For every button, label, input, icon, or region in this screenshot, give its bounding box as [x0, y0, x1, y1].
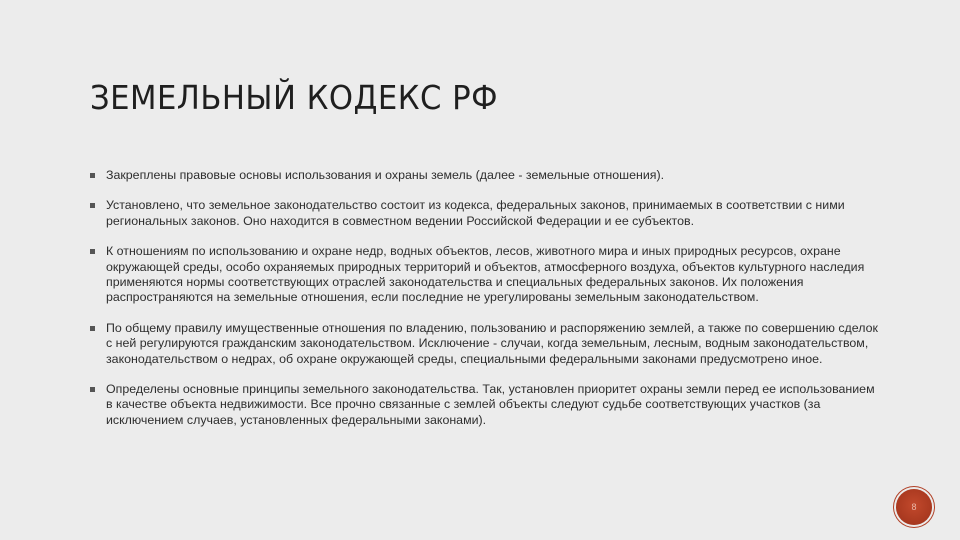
slide-title: ЗЕМЕЛЬНЫЙ КОДЕКС РФ: [90, 78, 498, 117]
bullet-item: [90, 321, 880, 367]
bullet-item: [90, 168, 880, 183]
square-bullet-icon: [90, 326, 95, 331]
square-bullet-icon: [90, 249, 95, 254]
bullet-item: [90, 198, 880, 229]
bullet-item: [90, 244, 880, 306]
bullet-text: Определены основные принципы земельного законодательства. Так, установлен приоритет охраны земли перед ее использованием в качестве объекта недвижимости. Все прочно связанные с землей объекты следуют судьбе соответствующих участков (за исключением случаев, установленных федеральными законами).: [106, 382, 875, 427]
page-number-badge: 8: [896, 489, 932, 525]
bullet-text: К отношениям по использованию и охране недр, водных объектов, лесов, животного мира и иных природных ресурсов, охране окружающей среды, особо охраняемых природных территорий и объектов, атмосферного воздуха, объектов культурного наследия применяются нормы соответствующих отраслей законодательства и специальных федеральных законов. Их положения распространяются на земельные отношения, если последние не урегулированы земельным законодательством.: [106, 244, 865, 305]
bullet-text: По общему правилу имущественные отношения по владению, пользованию и распоряжению землей, а также по совершению сделок с ней регулируются гражданским законодательством. Исключение - случаи, когда земельным, лесным, водным законодательством, законодательством о недрах, об охране окружающей среды, специальными федеральными законами предусмотрено иное.: [106, 320, 878, 366]
square-bullet-icon: [90, 173, 95, 178]
bullet-text: Закреплены правовые основы использования и охраны земель (далее - земельные отношения).: [106, 168, 665, 182]
square-bullet-icon: [90, 387, 95, 392]
bullet-list: [90, 168, 880, 443]
bullet-text: Установлено, что земельное законодательство состоит из кодекса, федеральных законов, принимаемых в соответствии с ними региональных законов. Оно находится в совместном ведении Российской Федерации и ее субъектов.: [106, 198, 845, 228]
square-bullet-icon: [90, 203, 95, 208]
bullet-item: [90, 382, 880, 428]
